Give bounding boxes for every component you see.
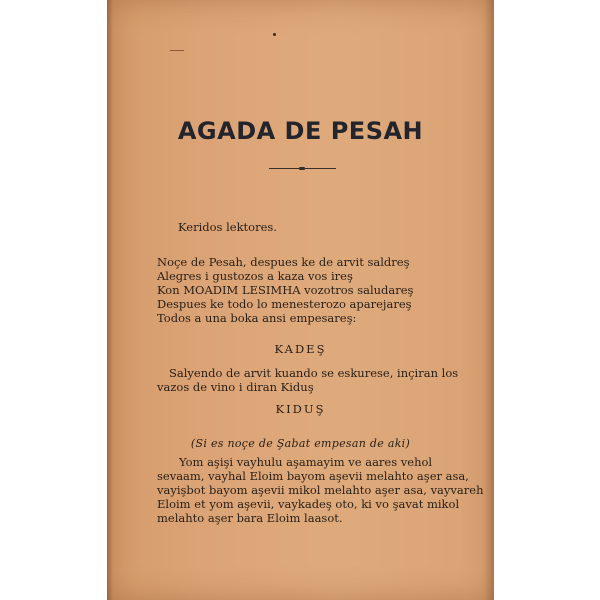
paragraph-line: Yom aşişi vayhulu aşamayim ve aares vehol — [179, 455, 433, 469]
paragraph-line: Eloim et yom aşevii, vaykadeş oto, ki vo şavat mikol — [157, 497, 460, 511]
paragraph-line: vazos de vino i diran Kiduş — [157, 380, 314, 394]
paragraph-line: melahto aşer bara Eloim laasot. — [157, 511, 343, 525]
paragraph-line: Salyendo de arvit kuando se eskurese, inçiran los — [169, 366, 459, 380]
kidus-subtitle: (Si es noçe de Şabat empesan de aki) — [190, 437, 411, 450]
paragraph-line: vayişbot bayom aşevii mikol melahto aşer asa, vayvareh — [157, 483, 484, 497]
verse-line: Todos a una boka ansi empesareş: — [157, 311, 357, 325]
verse-line: Kon MOADIM LESIMHA vozotros saludareş — [157, 283, 414, 297]
kades-paragraph — [157, 366, 458, 394]
title-divider — [269, 168, 336, 169]
kidus-heading: KIDUŞ — [275, 402, 326, 416]
verse-line: Noçe de Pesah, despues ke de arvit saldreş — [157, 255, 410, 269]
kades-heading: KADEŞ — [274, 342, 327, 356]
book-page — [107, 0, 494, 600]
ink-speck — [273, 33, 276, 36]
page-title: AGADA DE PESAH — [177, 117, 424, 145]
paragraph-line: sevaam, vayhal Eloim bayom aşevii melahto aşer asa, — [157, 469, 469, 483]
verse-block — [157, 255, 413, 325]
verse-line: Despues ke todo lo menesterozo aparejareş — [157, 297, 412, 311]
greeting-text: Keridos lektores. — [178, 220, 277, 234]
verse-line: Alegres i gustozos a kaza vos ireş — [157, 269, 353, 283]
ink-mark — [170, 50, 184, 51]
kidus-paragraph — [157, 455, 483, 525]
